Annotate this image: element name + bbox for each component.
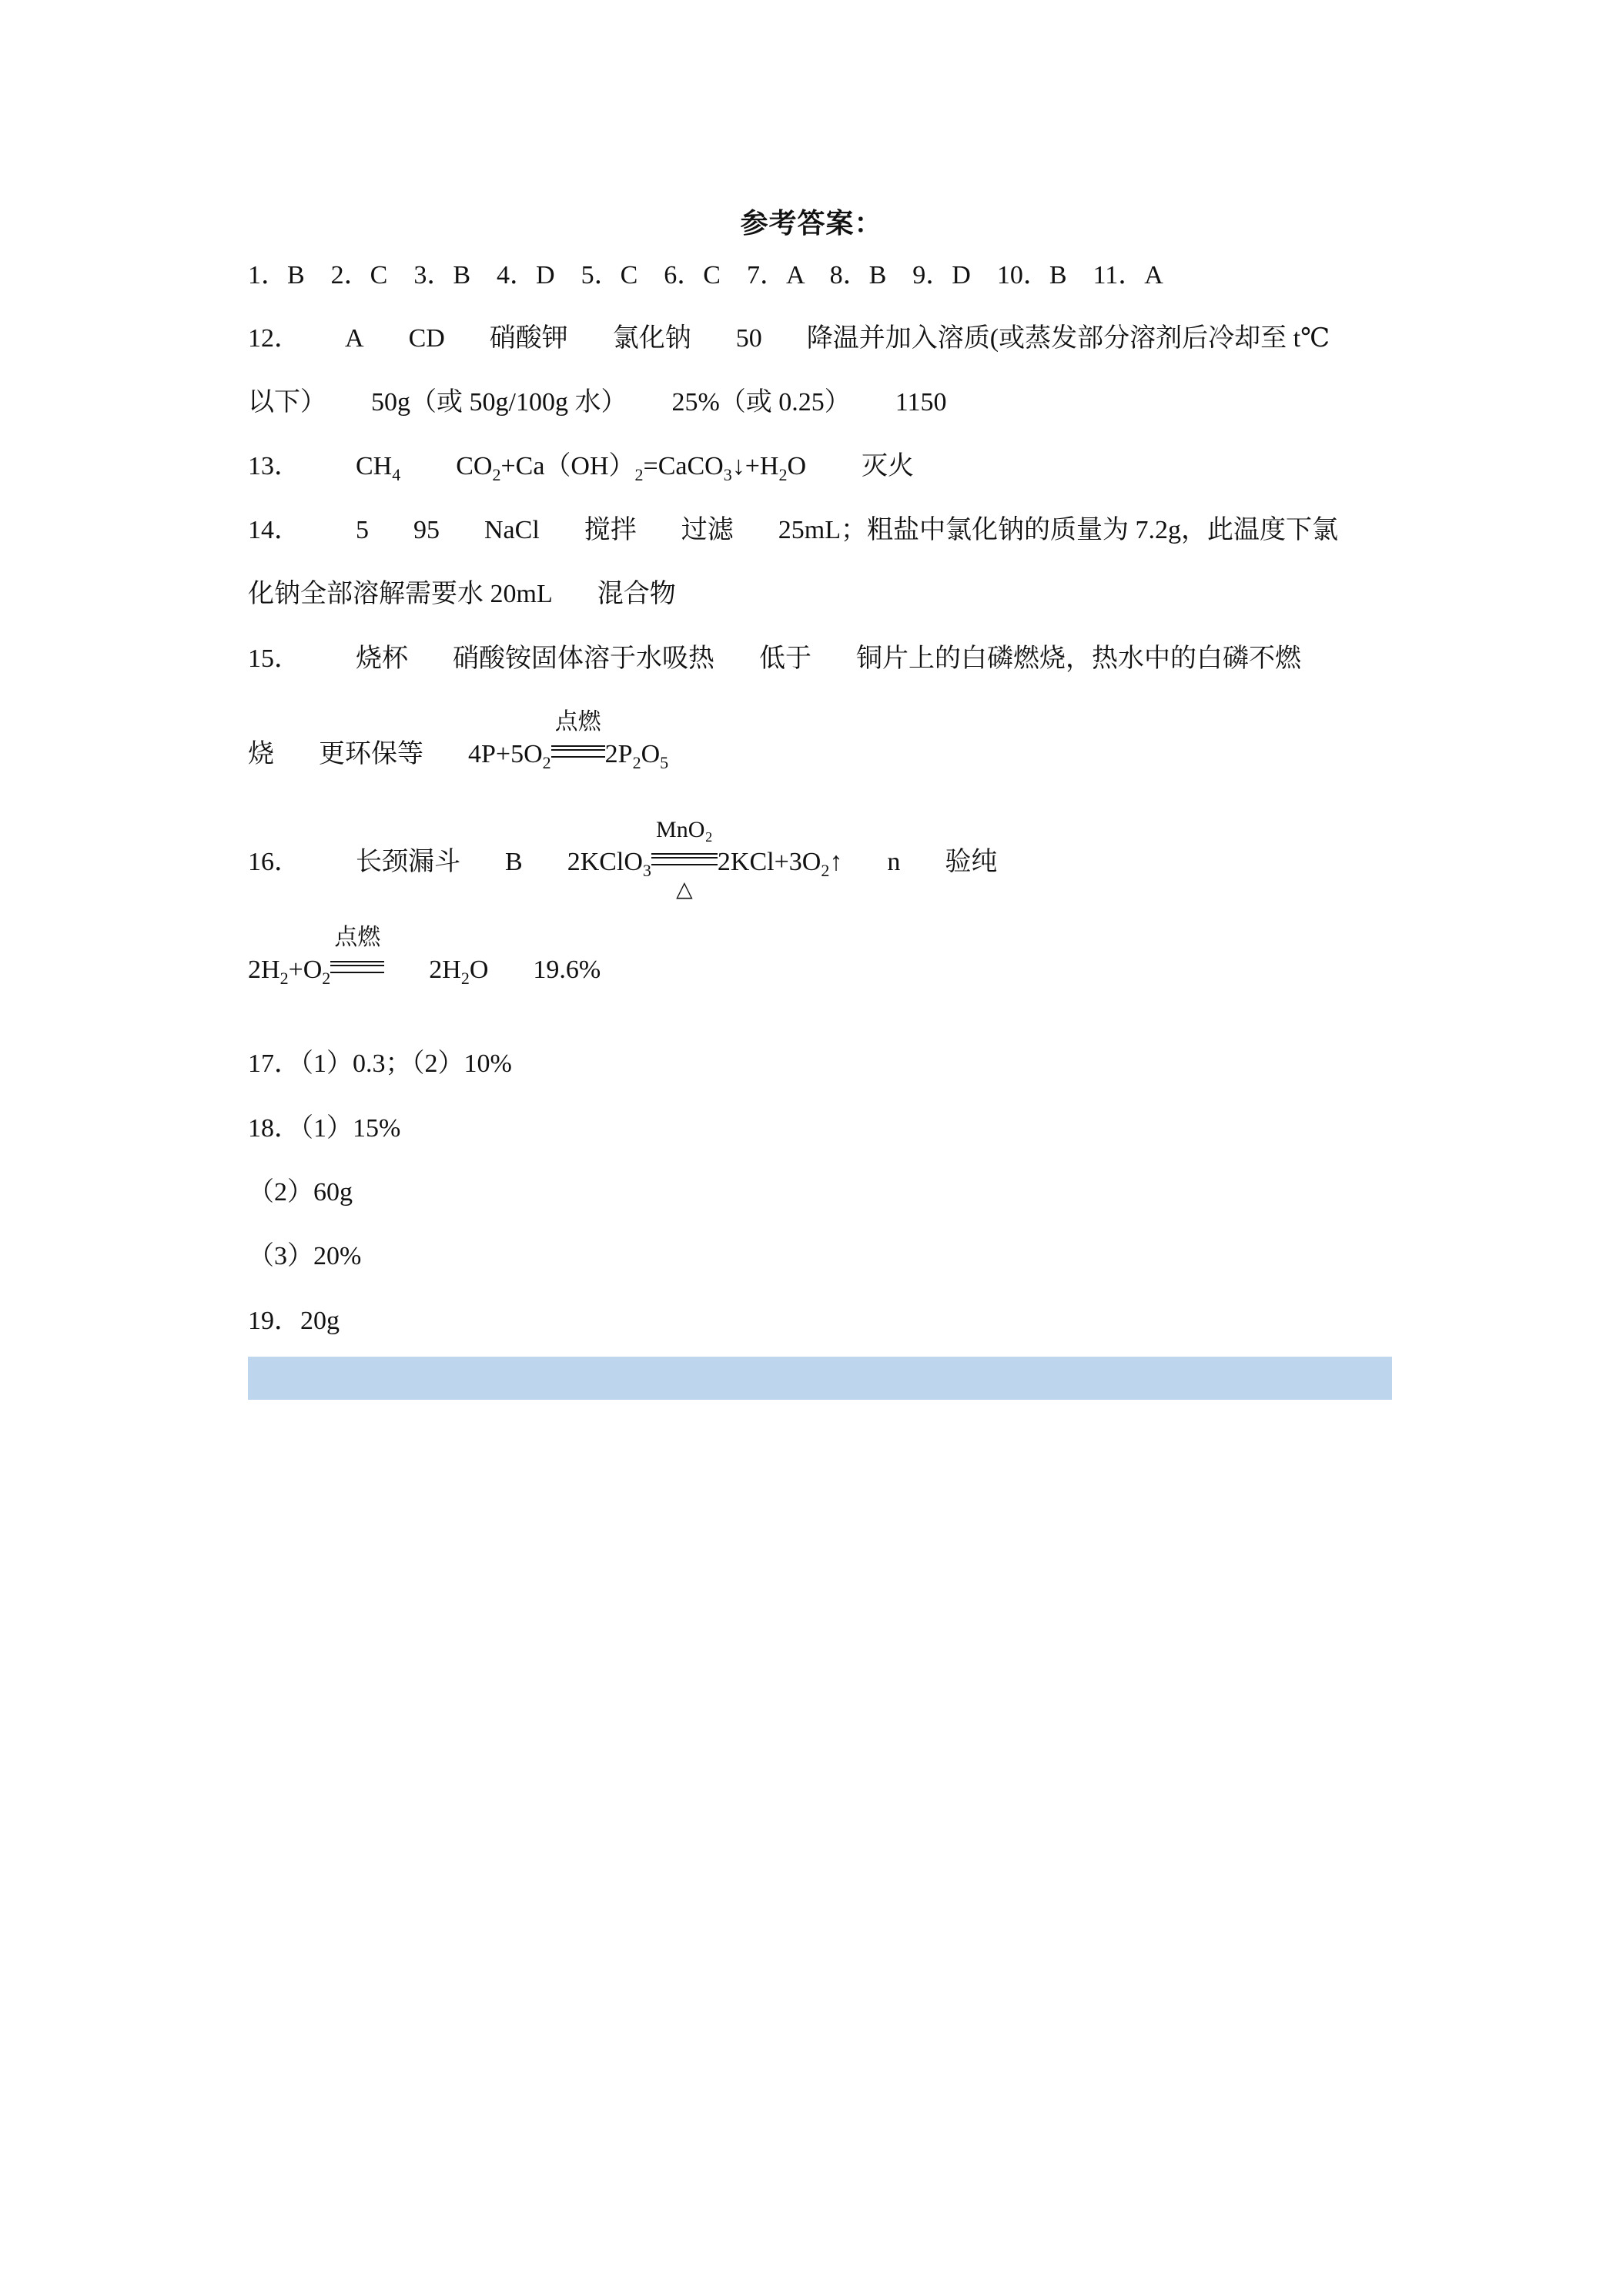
- q14-a2: 95: [413, 516, 440, 544]
- answer-12-line1: [248, 323, 1330, 354]
- q16-condition-arrow-catalyst: MnO₂ △: [651, 847, 718, 878]
- page-title: 参考答案：: [740, 208, 883, 239]
- q13-a2-equation: $CO_2+Ca(OH)_2=CaCO_3↓+H_2O$: [456, 452, 807, 484]
- answer-15-line1: [248, 644, 1301, 674]
- answer-14-line1: [248, 515, 1338, 546]
- q13-number: 13．: [248, 452, 300, 480]
- q15-number: 15．: [248, 644, 300, 673]
- q15-a2: 硝酸铵固体溶于水吸热: [453, 644, 714, 673]
- answer-15-line2: [248, 709, 669, 772]
- answers-1-11: 1．B 2．C 3．B 4．D 5．C 6．C 7．A 8．B 9．D 10．B 11．A: [248, 261, 1163, 290]
- q14-a6: 25mL；粗盐中氯化钠的质量为 7.2g，此温度下氯: [778, 516, 1338, 544]
- answer-14-line2: [248, 579, 676, 610]
- q12-a8: 25%（或 0.25）: [671, 388, 851, 417]
- q12-a4: 氯化钠: [612, 324, 691, 353]
- q13-a3: 灭火: [862, 452, 915, 480]
- q15-a3: 低于: [759, 644, 812, 673]
- answer-17: 17．（1）0.3；（2）10%: [248, 1049, 512, 1078]
- q14-a5: 过滤: [681, 516, 734, 544]
- highlight-bar: [248, 1357, 1392, 1400]
- q12-a6-cont: 以下）: [248, 388, 326, 417]
- q16-equation2: $2H_2+O_2$ 点燃 $2H_2O$: [248, 925, 489, 988]
- q15-a1: 烧杯: [356, 644, 408, 673]
- answer-12-line2: [248, 387, 947, 418]
- q12-a5: 50: [735, 324, 762, 353]
- q15-a4-cont: 烧: [248, 740, 274, 768]
- answer-16-line1: [248, 817, 998, 902]
- answer-13: [248, 451, 914, 482]
- q16-a4: 验纯: [945, 848, 998, 876]
- q16-condition-arrow-ignite: 点燃: [330, 955, 384, 986]
- q12-a3: 硝酸钾: [489, 324, 568, 353]
- q16-a1: 长颈漏斗: [356, 848, 460, 876]
- q16-number: 16．: [248, 848, 300, 876]
- q14-a7: 混合物: [597, 580, 676, 608]
- answer-19: 19．20g: [248, 1307, 340, 1335]
- q12-a7: 50g（或 50g/100g 水）: [371, 388, 627, 417]
- answer-18-part2: （2）60g: [248, 1178, 353, 1207]
- answer-18-part1: 18．（1）15%: [248, 1114, 401, 1143]
- q15-condition-arrow: 点燃: [551, 739, 605, 770]
- q12-a6: 降温并加入溶质(或蒸发部分溶剂后冷却至 t℃: [806, 324, 1330, 353]
- q12-number: 12．: [248, 324, 300, 353]
- q14-a3: NaCl: [484, 516, 540, 544]
- q15-a5: 更环保等: [319, 740, 423, 768]
- q12-a9: 1150: [895, 388, 947, 417]
- answer-18-part3: （3）20%: [248, 1242, 362, 1270]
- q13-a1: $CH_4$: [356, 452, 401, 484]
- q16-a3: n: [887, 848, 901, 876]
- q14-a4: 搅拌: [584, 516, 637, 544]
- q12-a2: CD: [408, 324, 445, 353]
- q16-equation1: 2KClO$_3$ MnO₂ △ $2KCl+3O_2↑$: [567, 817, 843, 902]
- q14-a1: 5: [356, 516, 369, 544]
- q14-a6-cont: 化钠全部溶解需要水 20mL: [248, 580, 553, 608]
- q15-equation: $4P+5O_2$ 点燃 $2P_2O_5$: [468, 709, 669, 772]
- q14-number: 14．: [248, 516, 300, 544]
- answer-16-line2: [248, 925, 601, 988]
- q12-a1: A: [345, 324, 364, 353]
- q16-a2: B: [505, 848, 523, 876]
- q16-a5: 19.6%: [533, 956, 601, 984]
- q15-a4: 铜片上的白磷燃烧，热水中的白磷不燃: [856, 644, 1301, 673]
